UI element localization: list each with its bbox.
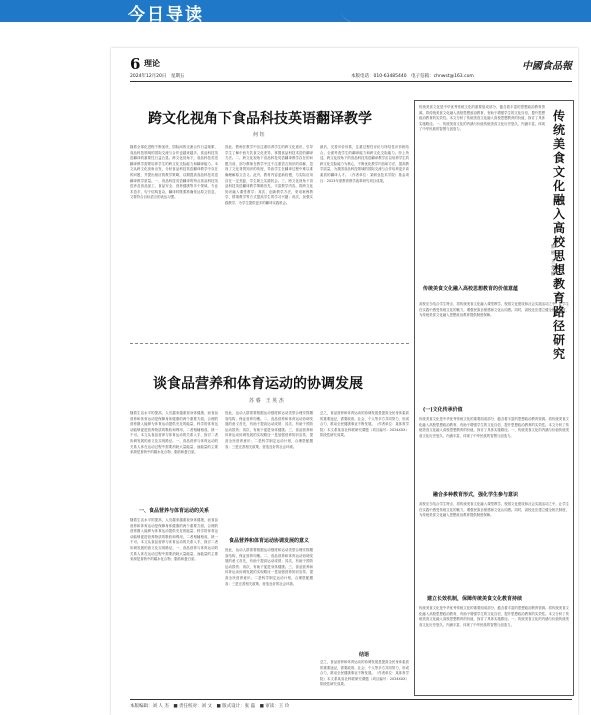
contact-info: 本版电话：010-63485440 电子信箱：chnwst@163.com <box>351 74 474 79</box>
article-2-column-2a: 因此，运动人群需要根据运动强度和运动类型合理安排膳食结构，保证营养均衡。二、食品营养和体育运动协调发展的意义首先，有助于提高运动成绩；其次，有助于预防运动损伤；再次，有助于促进身体健康。三、食品营养和体育运动协调发展的实现路径一是加强营养知识宣传，提高全民营养意识；二是科学制定运动计划，合理搭配膳食；三是完善相关政策，营造良好的社会环境。 <box>225 411 313 449</box>
article-1-column-3: 最后，完善评价体系，注重过程性评价与终结性评价相结合，全面考查学生的翻译能力和跨文化交际能力。综上所述，跨文化视角下的食品科技英语翻译教学应以培养学生的跨文化交际能力为核心，不断优化教学内容和方法，提高教学质量，为我国食品科技领域的国际交流与合作培养更多高素质的翻译人才。（作者单位：某职业技术学院）基金项目：2023年度教育教学改革研究项目成果。 <box>320 145 409 183</box>
sidebar-subheading-3: 融合多种教育形式，强化学生参与意识 <box>433 492 519 498</box>
article-2-column-2b: 因此，运动人群需要根据运动强度和运动类型合理安排膳食结构，保证营养均衡。二、食品营养和体育运动协调发展的意义首先，有助于提高运动成绩；其次，有助于预防运动损伤；再次，有助于促进身体健康。三、食品营养和体育运动协调发展的实现路径一是加强营养知识宣传，提高全民营养意识；二是科学制定运动计划，合理搭配膳食；三是完善相关政策，营造良好的社会环境。 <box>225 548 313 586</box>
article-1-title[interactable]: 跨文化视角下食品科技英语翻译教学 <box>148 111 372 127</box>
page-number: 6 <box>130 55 141 73</box>
article-2-column-3a: 总之，食品营养和体育运动的协调发展是提高全民身体素质的重要途径，需要政府、社会、个人等多方共同努力，形成合力，推动全民健康事业不断发展。（作者单位：某体育学院）本文系某省社科联研究课题（项目编号：2024XXX）阶段性研究成果。 <box>320 411 409 438</box>
sidebar-article-title[interactable]: 传统美食文化融入高校思想教育路径研究 <box>553 109 566 361</box>
sidebar-text-1: 高校应当结合学生特点，将传统美食文化融入课堂教学、校园文化建设和社会实践活动之中，让学生在实践中感受传统文化的魅力，增强民族自豪感和文化认同感。同时，高校还应建立健全相关制度，为传统美食文化融入思想政治教育提供制度保障。 <box>419 302 569 318</box>
article-2-subheading-1: 一、食品营养与体育运动的关系 <box>139 508 210 514</box>
article-1-column-1: 随着全球化进程不断加快，国际间的交流合作日益频繁，食品科技领域的国际交流与合作也越来越多，食品科技英语翻译的重要性日益凸显。跨文化视角下，食品科技英语翻译教学需要培养学生的跨文化交际能力和翻译能力。本文从跨文化视角出发，分析食品科技英语翻译教学中存在的问题，并提出相应的教学策略，以期提高食品科技英语翻译教学质量。一、食品科技英语翻译的特点食品科技英语涉及食品加工、食品安全、营养健康等多个领域，专业术语多，句子结构复杂，翻译时既要准确传达原文信息，又要符合目标语言的表达习惯。 <box>130 145 218 200</box>
section-name: 理论 <box>144 59 160 68</box>
article-2-byline: 苏 睿 王 英 杰 <box>249 398 284 404</box>
banner-decoration <box>341 0 591 22</box>
article-2-subheading-2: 食品营养和体育运动协调发展的意义 <box>229 538 310 544</box>
sidebar-subheading-1: 传统美食文化融入高校思想教育的价值意蕴 <box>423 286 519 292</box>
article-2-column-1b: 随着生活水平的提高，人们越来越重视身体健康，而食品营养和体育运动是保障身体健康的两个重要方面。合理的营养摄入能够为体育运动提供充足的能量，科学的体育运动能够促进营养物质的吸收和利用，二者相辅相成，缺一不可。本文从食品营养与体育运动的关系入手，探讨二者协调发展的意义及实现路径。一、食品营养与体育运动的关系人体在运动过程中需要消耗大量能量，而能量的主要来源是食物中的碳水化合物、脂肪和蛋白质。 <box>130 518 218 562</box>
article-2-subheading-3: 结语 <box>359 652 370 658</box>
sidebar-subheading-2: (一)文化传承价值 <box>423 407 463 413</box>
article-1-column-2: 因此，教师在教学中应注重培养学生的跨文化意识，引导学生了解中西方饮食文化差异，掌握食品科技术语的翻译方法。二、跨文化视角下食品科技英语翻译教学存在的问题当前，部分教师在教学中过于注重语言知识的讲解，忽视了文化背景知识的传授，导致学生在翻译过程中难以准确理解原文含义。此外，教材内容更新较慢，与实际应用存在一定差距，学生缺乏实践机会。三、跨文化视角下食品科技英语翻译教学策略首先，丰富教学内容，将跨文化知识融入课堂教学；其次，创新教学方法，采用案例教学、情境教学等方式提高学生的学习兴趣；再次，加强实践教学，为学生提供更多的翻译实践机会。 <box>225 145 313 205</box>
article-2-title[interactable]: 谈食品营养和体育运动的协调发展 <box>153 376 363 392</box>
sidebar-text-3: 高校应当结合学生特点，将传统美食文化融入课堂教学、校园文化建设和社会实践活动之中，让学生在实践中感受传统文化的魅力，增强民族自豪感和文化认同感。同时，高校还应建立健全相关制度，为传统美食文化融入思想政治教育提供制度保障。 <box>419 502 569 518</box>
footer-rule <box>130 699 572 700</box>
newspaper-page[interactable] <box>111 48 578 715</box>
article-2-column-3b: 总之，食品营养和体育运动的协调发展是提高全民身体素质的重要途径，需要政府、社会、个人等多方共同努力，形成合力，推动全民健康事业不断发展。（作者单位：某体育学院）本文系某省社科联研究课题（项目编号：2024XXX）阶段性研究成果。 <box>320 660 409 687</box>
issue-date: 2024年12月20日 星期五 <box>130 74 185 79</box>
article-divider <box>130 343 409 344</box>
newspaper-logo: 中國食品報 <box>522 61 572 72</box>
sidebar-text-2: 传统美食文化是中华优秀传统文化的重要组成部分，蕴含着丰富的思想政治教育资源。将传统美食文化融入高校思想政治教育，有助于增强学生的文化自信，提升思想政治教育的实效性。本文分析了传统美食文化融入高校思想教育的价值，探讨了具体实施路径。一、传统美食文化的内涵与价值传统美食文化历史悠久、内涵丰富，体现了中华民族的智慧与创造力。 <box>419 417 569 438</box>
article-2-column-1a: 随着生活水平的提高，人们越来越重视身体健康，而食品营养和体育运动是保障身体健康的两个重要方面。合理的营养摄入能够为体育运动提供充足的能量，科学的体育运动能够促进营养物质的吸收和利用，二者相辅相成，缺一不可。本文从食品营养与体育运动的关系入手，探讨二者协调发展的意义及实现路径。一、食品营养与体育运动的关系人体在运动过程中需要消耗大量能量，而能量的主要来源是食物中的碳水化合物、脂肪和蛋白质。 <box>130 411 218 455</box>
header-rule <box>130 81 572 82</box>
footer-credits: 本版编辑：刘 人 杰 ■ 责任校对：刘 文 ■ 版式设计：张 磊 ■ 审读：王 玲 <box>130 704 290 709</box>
article-1-byline: 何 钰 <box>253 132 265 138</box>
sidebar-text-4: 传统美食文化是中华优秀传统文化的重要组成部分，蕴含着丰富的思想政治教育资源。将传统美食文化融入高校思想政治教育，有助于增强学生的文化自信，提升思想政治教育的实效性。本文分析了传统美食文化融入高校思想教育的价值，探讨了具体实施路径。一、传统美食文化的内涵与价值传统美食文化历史悠久、内涵丰富，体现了中华民族的智慧与创造力。 <box>419 606 569 627</box>
sidebar-article-byline: 郭 丽 王 金 丽 <box>550 244 555 276</box>
sidebar-intro-text: 传统美食文化是中华优秀传统文化的重要组成部分，蕴含着丰富的思想政治教育资源。将传统美食文化融入高校思想政治教育，有助于增强学生的文化自信，提升思想政治教育的实效性。本文分析了传统美食文化融入高校思想教育的价值，探讨了具体实施路径。一、传统美食文化的内涵与价值传统美食文化历史悠久、内涵丰富，体现了中华民族的智慧与创造力。 <box>419 105 545 132</box>
sidebar-subheading-4: 建立长效机制，保障传统美食文化教育持续 <box>427 596 523 602</box>
top-banner <box>0 0 591 22</box>
banner-title: 今日导读 <box>128 5 204 22</box>
